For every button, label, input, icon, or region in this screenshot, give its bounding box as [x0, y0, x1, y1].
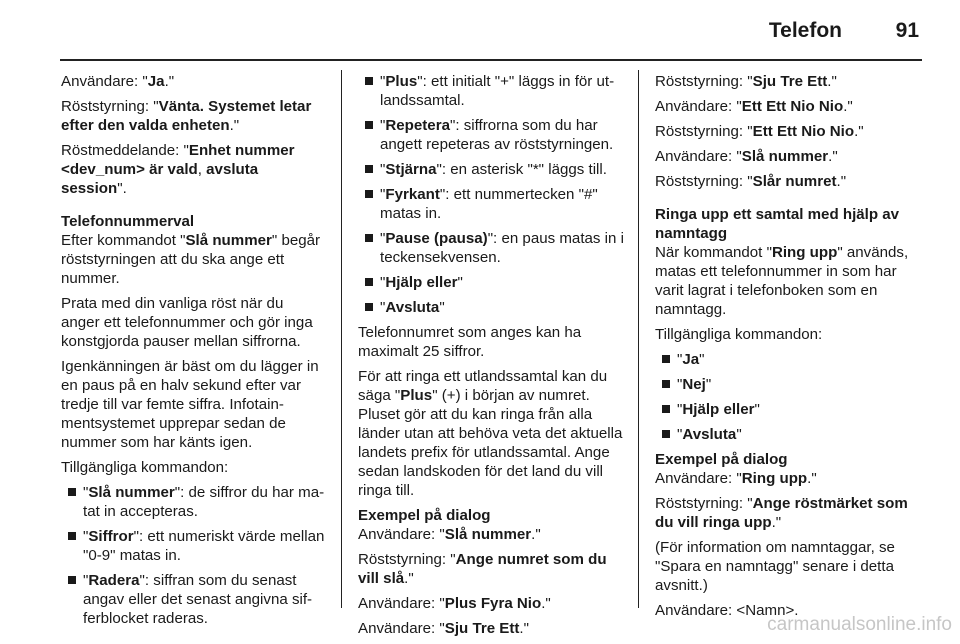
command-list — [655, 350, 923, 444]
bullet-icon — [365, 234, 373, 242]
bullet-icon — [68, 488, 76, 496]
dialog-line: Användare: "Slå nummer." — [655, 148, 838, 165]
bullet-icon — [68, 576, 76, 584]
watermark: carmanualsonline.info — [767, 614, 952, 635]
paragraph: Tillgängliga kommandon: — [61, 459, 229, 476]
list-item: "Avsluta" — [655, 425, 923, 444]
paragraph: Efter kommandot "Slå nummer" begår röststyrningen att du ska ange ett nummer. — [61, 232, 321, 287]
list-item: "Hjälp eller" — [358, 273, 626, 292]
list-item: "Slå nummer": de siffror du har matat in accepteras. — [61, 483, 325, 521]
dialog-line: Användare: "Plus Fyra Nio." — [358, 595, 551, 612]
bullet-icon — [662, 405, 670, 413]
column-2 — [358, 72, 626, 644]
column-1 — [61, 72, 325, 634]
dialog-line: Användare: "Sju Tre Ett." — [358, 620, 529, 637]
bullet-icon — [662, 355, 670, 363]
section-heading: Ringa upp ett samtal med hjälp av namntagg — [655, 206, 900, 242]
column-divider — [341, 70, 342, 608]
bullet-icon — [68, 532, 76, 540]
bullet-icon — [365, 77, 373, 85]
dialog-line: Användare: "Ett Ett Nio Nio." — [655, 98, 853, 115]
dialog-line: Användare: "Slå nummer." — [358, 526, 541, 543]
command-list — [61, 483, 325, 628]
list-item: "Repetera": siffrorna som du har angett repeteras av röststyrningen. — [358, 116, 626, 154]
section-heading: Exempel på dialog — [358, 507, 491, 524]
bullet-icon — [365, 190, 373, 198]
list-item: "Fyrkant": ett nummertecken "#" matas in. — [358, 185, 626, 223]
paragraph: (För information om namntaggar, se "Spara en namntagg" senare i detta avsnitt.) — [655, 539, 895, 594]
list-item: "Radera": siffran som du senast angav eller det senast angivna sifferblocket raderas. — [61, 571, 325, 628]
command-list — [358, 72, 626, 317]
dialog-line: Användare: "Ja." — [61, 73, 175, 90]
page-header — [0, 0, 960, 66]
list-item: "Plus": ett initialt "+" läggs in för utlandssamtal. — [358, 72, 626, 110]
bullet-icon — [365, 303, 373, 311]
paragraph: Användare: <Namn>. — [655, 602, 799, 619]
dialog-line: Röststyrning: "Ange numret som du vill slå." — [358, 551, 607, 587]
dialog-line: Användare: "Ring upp." — [655, 470, 817, 487]
paragraph: Igenkänningen är bäst om du lägger in en paus på en halv sekund efter var tredje till var femte siffra. Infotainmentsystemet upprepar sedan de nummer som har känts igen. — [61, 358, 319, 451]
column-divider — [638, 70, 639, 608]
paragraph: Prata med din vanliga röst när du anger ett telefonnummer och gör inga konstgjorda pauser mellan siffrorna. — [61, 295, 313, 350]
bullet-icon — [365, 278, 373, 286]
paragraph: För att ringa ett utlandssamtal kan du säga "Plus" (+) i början av numret. Pluset gör att du kan ringa från alla länder utan att behöva veta det aktuella landets prefix för utlandssamtal. Ange sedan landskoden för det land du vill ringa till. — [358, 368, 623, 499]
bullet-icon — [365, 121, 373, 129]
section-heading: Telefonnummerval — [61, 213, 195, 230]
dialog-line: Röststyrning: "Slår numret." — [655, 173, 847, 190]
paragraph: När kommandot "Ring upp" används, matas ett telefonnummer in som har varit lagrat i telefonboken som en namntagg. — [655, 244, 909, 318]
bullet-icon — [662, 380, 670, 388]
section-heading: Exempel på dialog — [655, 451, 788, 468]
page-title: Telefon — [768, 19, 842, 42]
page-number: 91 — [895, 19, 919, 42]
bullet-icon — [365, 165, 373, 173]
dialog-line: Röststyrning: "Ange röstmärket som du vill ringa upp." — [655, 495, 908, 531]
column-3 — [655, 72, 923, 626]
list-item: "Nej" — [655, 375, 923, 394]
list-item: "Ja" — [655, 350, 923, 369]
list-item: "Siffror": ett numeriskt värde mellan "0-9" matas in. — [61, 527, 325, 565]
dialog-line: Röststyrning: "Sju Tre Ett." — [655, 73, 837, 90]
bullet-icon — [662, 430, 670, 438]
list-item: "Avsluta" — [358, 298, 626, 317]
list-item: "Stjärna": en asterisk "*" läggs till. — [358, 160, 626, 179]
dialog-line: Röststyrning: "Vänta. Systemet letar efter den valda enheten." — [61, 98, 312, 134]
dialog-line: Röstmeddelande: "Enhet nummer <dev_num> är vald, avsluta session". — [61, 142, 295, 197]
dialog-line: Röststyrning: "Ett Ett Nio Nio." — [655, 123, 864, 140]
paragraph: Tillgängliga kommandon: — [655, 326, 823, 343]
paragraph: Telefonnumret som anges kan ha maximalt 25 siffror. — [358, 324, 582, 360]
list-item: "Pause (pausa)": en paus matas in i teckensekvensen. — [358, 229, 626, 267]
header-rule — [60, 59, 922, 61]
list-item: "Hjälp eller" — [655, 400, 923, 419]
